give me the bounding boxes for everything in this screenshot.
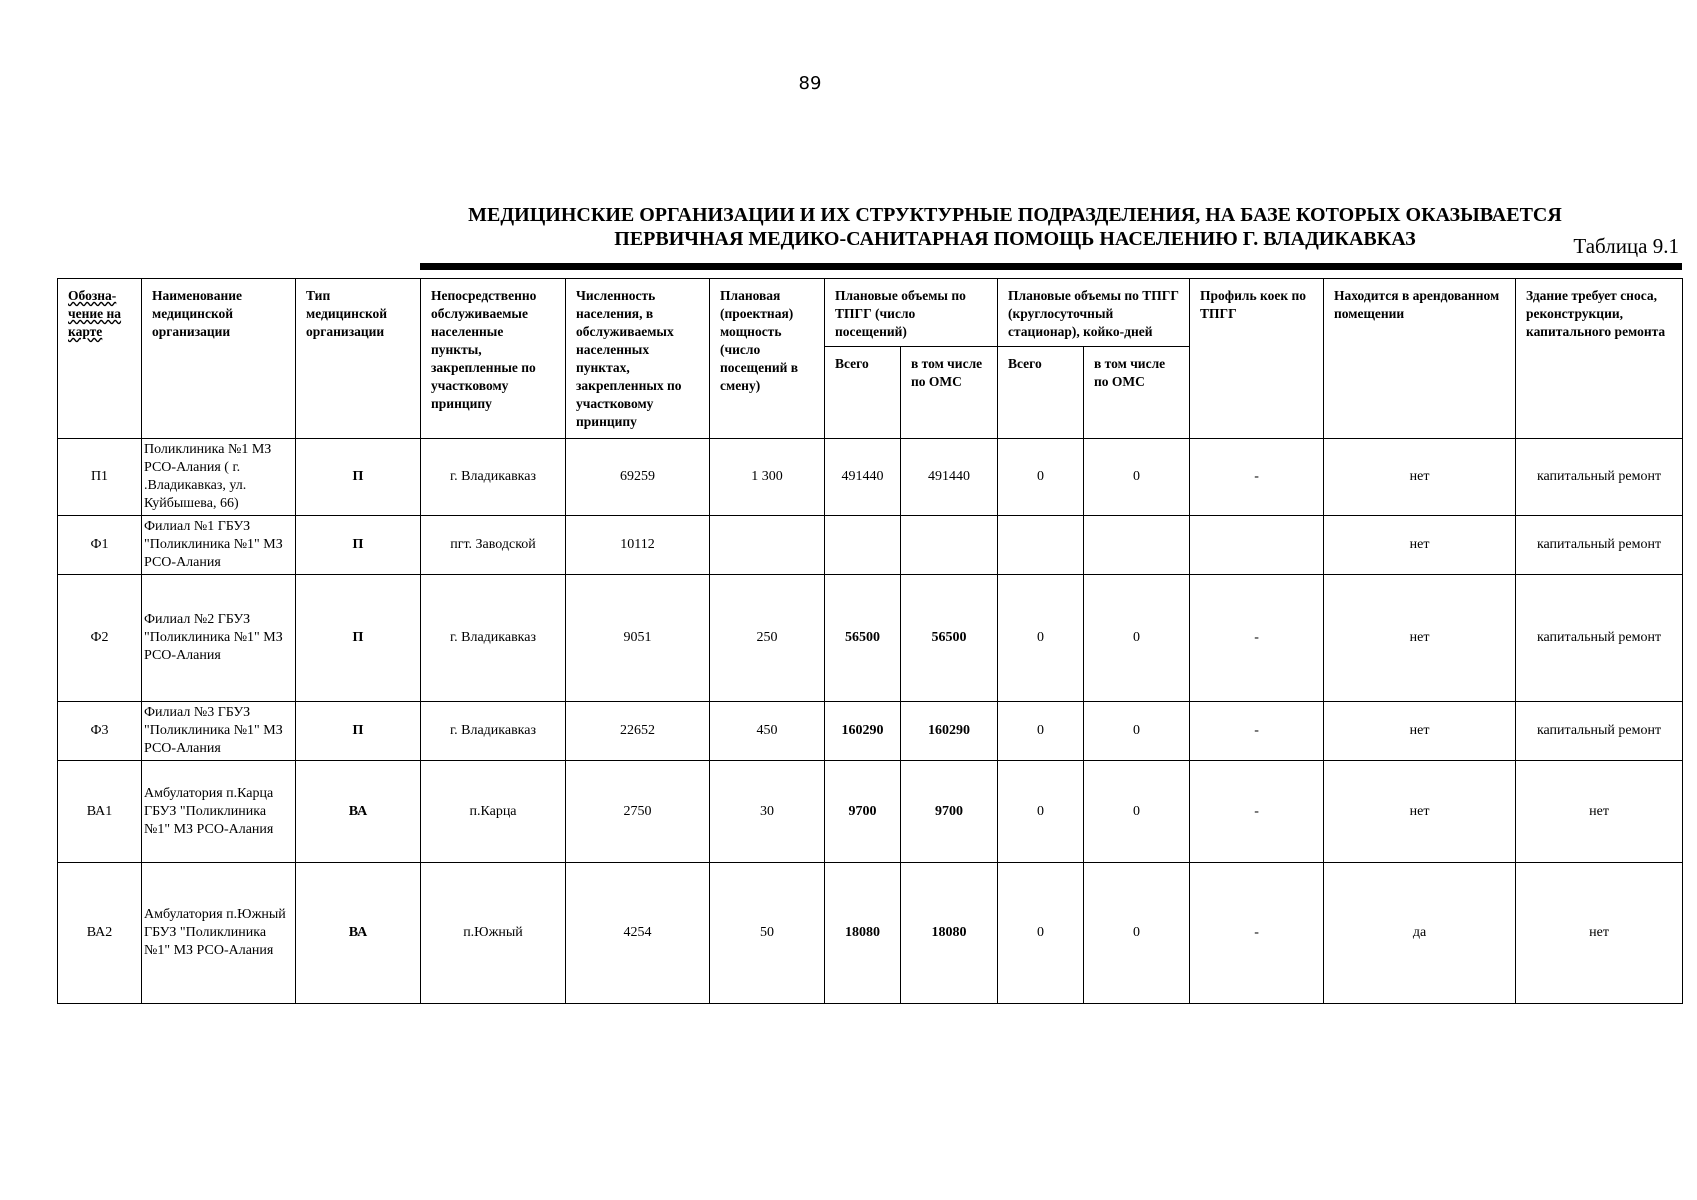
cell-building: капитальный ремонт xyxy=(1516,439,1683,516)
cell-beds-oms: 0 xyxy=(1084,863,1190,1004)
document-title-line-1: МЕДИЦИНСКИЕ ОРГАНИЗАЦИИ И ИХ СТРУКТУРНЫЕ ПОДРАЗДЕЛЕНИЯ, НА БАЗЕ КОТОРЫХ ОКАЗЫВАЕТСЯ xyxy=(468,204,1562,226)
cell-visits-oms: 56500 xyxy=(901,575,998,702)
cell-beds-oms: 0 xyxy=(1084,761,1190,863)
table-caption: Таблица 9.1 xyxy=(1573,234,1679,258)
cell-population: 22652 xyxy=(566,702,710,761)
cell-visits-oms: 18080 xyxy=(901,863,998,1004)
cell-building: капитальный ремонт xyxy=(1516,702,1683,761)
page-number: 89 xyxy=(798,73,822,94)
cell-bed-profile: - xyxy=(1190,575,1324,702)
cell-rented: да xyxy=(1324,863,1516,1004)
cell-beds-total: 0 xyxy=(998,863,1084,1004)
cell-building: капитальный ремонт xyxy=(1516,575,1683,702)
cell-symbol: ВА2 xyxy=(58,863,142,1004)
cell-settlements: г. Владикавказ xyxy=(421,575,566,702)
cell-bed-profile: - xyxy=(1190,863,1324,1004)
table-row xyxy=(58,516,1683,575)
cell-name: Филиал №2 ГБУЗ "Поликлиника №1" МЗ РСО-Алания xyxy=(142,575,296,702)
cell-type: П xyxy=(296,702,421,761)
table-row xyxy=(58,761,1683,863)
cell-beds-oms: 0 xyxy=(1084,575,1190,702)
cell-capacity: 30 xyxy=(710,761,825,863)
header-building: Здание требует сноса, реконструкции, капитального ремонта xyxy=(1516,279,1683,439)
cell-visits-oms: 9700 xyxy=(901,761,998,863)
cell-name: Филиал №1 ГБУЗ "Поликлиника №1" МЗ РСО-Алания xyxy=(142,516,296,575)
cell-symbol: Ф3 xyxy=(58,702,142,761)
cell-type: П xyxy=(296,575,421,702)
cell-rented: нет xyxy=(1324,575,1516,702)
cell-bed-profile: - xyxy=(1190,761,1324,863)
cell-capacity: 50 xyxy=(710,863,825,1004)
header-capacity: Плановая (проектная) мощность (число посещений в смену) xyxy=(710,279,825,439)
cell-beds-total: 0 xyxy=(998,439,1084,516)
header-outpatient-volume: Плановые объемы по ТПГГ (число посещений) xyxy=(825,279,998,347)
header-inpatient-volume: Плановые объемы по ТПГГ (круглосуточный стационар), койко-дней xyxy=(998,279,1190,347)
cell-visits-total: 9700 xyxy=(825,761,901,863)
cell-type: П xyxy=(296,439,421,516)
table-row xyxy=(58,863,1683,1004)
header-settlements: Непосредственно обслуживаемые населенные пункты, закрепленные по участковому принципу xyxy=(421,279,566,439)
table-header-row xyxy=(58,279,1683,347)
cell-name: Филиал №3 ГБУЗ "Поликлиника №1" МЗ РСО-Алания xyxy=(142,702,296,761)
subheader-beds-oms: в том числе по ОМС xyxy=(1084,347,1190,439)
cell-settlements: п.Карца xyxy=(421,761,566,863)
cell-population: 9051 xyxy=(566,575,710,702)
subheader-visits-total: Всего xyxy=(825,347,901,439)
document-title-line-2: ПЕРВИЧНАЯ МЕДИКО-САНИТАРНАЯ ПОМОЩЬ НАСЕЛЕНИЮ Г. ВЛАДИКАВКАЗ xyxy=(614,228,1416,250)
cell-settlements: п.Южный xyxy=(421,863,566,1004)
cell-type: П xyxy=(296,516,421,575)
cell-visits-oms: 160290 xyxy=(901,702,998,761)
cell-visits-total: 18080 xyxy=(825,863,901,1004)
cell-beds-oms: 0 xyxy=(1084,439,1190,516)
cell-type: ВА xyxy=(296,761,421,863)
subheader-beds-total: Всего xyxy=(998,347,1084,439)
header-name: Наименование медицинской организации xyxy=(142,279,296,439)
header-rented: Находится в арендованном помещении xyxy=(1324,279,1516,439)
cell-rented: нет xyxy=(1324,761,1516,863)
cell-visits-oms: 491440 xyxy=(901,439,998,516)
cell-visits-oms xyxy=(901,516,998,575)
cell-symbol: ВА1 xyxy=(58,761,142,863)
medical-organizations-table xyxy=(57,278,1683,1004)
document-title xyxy=(410,203,1620,251)
cell-bed-profile: - xyxy=(1190,439,1324,516)
cell-name: Амбулатория п.Южный ГБУЗ "Поликлиника №1" МЗ РСО-Алания xyxy=(142,863,296,1004)
cell-beds-total: 0 xyxy=(998,575,1084,702)
cell-beds-total: 0 xyxy=(998,761,1084,863)
cell-capacity: 450 xyxy=(710,702,825,761)
header-bed-profile: Профиль коек по ТПГГ xyxy=(1190,279,1324,439)
cell-symbol: Ф1 xyxy=(58,516,142,575)
cell-visits-total: 160290 xyxy=(825,702,901,761)
cell-building: нет xyxy=(1516,863,1683,1004)
cell-beds-total xyxy=(998,516,1084,575)
title-underline xyxy=(420,263,1682,270)
cell-population: 2750 xyxy=(566,761,710,863)
cell-visits-total: 56500 xyxy=(825,575,901,702)
cell-building: капитальный ремонт xyxy=(1516,516,1683,575)
cell-population: 69259 xyxy=(566,439,710,516)
cell-beds-total: 0 xyxy=(998,702,1084,761)
cell-symbol: Ф2 xyxy=(58,575,142,702)
cell-beds-oms: 0 xyxy=(1084,702,1190,761)
table-row xyxy=(58,575,1683,702)
cell-settlements: г. Владикавказ xyxy=(421,439,566,516)
cell-rented: нет xyxy=(1324,516,1516,575)
cell-rented: нет xyxy=(1324,439,1516,516)
cell-name: Амбулатория п.Карца ГБУЗ "Поликлиника №1" МЗ РСО-Алания xyxy=(142,761,296,863)
header-symbol: Обозна-чение на карте xyxy=(58,279,142,439)
cell-name: Поликлиника №1 МЗ РСО-Алания ( г. .Владикавказ, ул. Куйбышева, 66) xyxy=(142,439,296,516)
cell-visits-total xyxy=(825,516,901,575)
subheader-visits-oms: в том числе по ОМС xyxy=(901,347,998,439)
cell-rented: нет xyxy=(1324,702,1516,761)
cell-bed-profile: - xyxy=(1190,702,1324,761)
cell-capacity: 250 xyxy=(710,575,825,702)
cell-type: ВА xyxy=(296,863,421,1004)
cell-visits-total: 491440 xyxy=(825,439,901,516)
table-row xyxy=(58,439,1683,516)
table-row xyxy=(58,702,1683,761)
cell-population: 10112 xyxy=(566,516,710,575)
cell-settlements: г. Владикавказ xyxy=(421,702,566,761)
cell-capacity xyxy=(710,516,825,575)
header-type: Тип медицинской организации xyxy=(296,279,421,439)
cell-symbol: П1 xyxy=(58,439,142,516)
cell-beds-oms xyxy=(1084,516,1190,575)
cell-population: 4254 xyxy=(566,863,710,1004)
cell-building: нет xyxy=(1516,761,1683,863)
cell-bed-profile xyxy=(1190,516,1324,575)
cell-capacity: 1 300 xyxy=(710,439,825,516)
header-population: Численность населения, в обслуживаемых населенных пунктах, закрепленных по участковому принципу xyxy=(566,279,710,439)
cell-settlements: пгт. Заводской xyxy=(421,516,566,575)
